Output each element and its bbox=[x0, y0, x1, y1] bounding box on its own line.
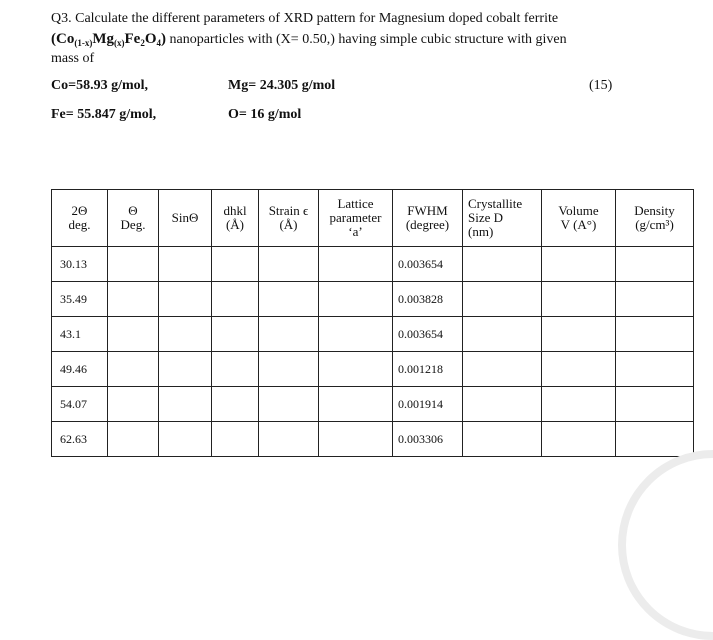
cell-fwhm: 0.003654 bbox=[393, 247, 463, 282]
table-cell-empty bbox=[542, 247, 616, 282]
cell-two-theta: 54.07 bbox=[52, 387, 108, 422]
table-cell-empty bbox=[212, 282, 259, 317]
table-cell-empty bbox=[108, 422, 159, 457]
table-cell-empty bbox=[319, 352, 393, 387]
table-cell-empty bbox=[616, 422, 694, 457]
table-cell-empty bbox=[159, 422, 212, 457]
formula-co: (Co bbox=[51, 31, 75, 47]
table-cell-empty bbox=[259, 282, 319, 317]
table-cell-empty bbox=[616, 352, 694, 387]
cell-two-theta: 30.13 bbox=[52, 247, 108, 282]
table-cell-empty bbox=[319, 247, 393, 282]
header-strain: Strain ϵ (Å) bbox=[259, 190, 319, 247]
table-cell-empty bbox=[159, 317, 212, 352]
header-theta: Θ Deg. bbox=[108, 190, 159, 247]
table-cell-empty bbox=[463, 282, 542, 317]
question-line-1: Q3. Calculate the different parameters of XRD pattern for Magnesium doped cobalt ferrite bbox=[51, 11, 559, 26]
header-density: Density (g/cm³) bbox=[616, 190, 694, 247]
decorative-arc bbox=[618, 450, 713, 640]
table-cell-empty bbox=[259, 247, 319, 282]
table-cell-empty bbox=[259, 387, 319, 422]
header-sin-theta: SinΘ bbox=[159, 190, 212, 247]
given-mg: Mg= 24.305 g/mol bbox=[228, 78, 336, 93]
formula-o-sub: 4 bbox=[156, 38, 161, 48]
table-cell-empty bbox=[463, 422, 542, 457]
table-cell-empty bbox=[212, 422, 259, 457]
cell-two-theta: 35.49 bbox=[52, 282, 108, 317]
table-cell-empty bbox=[542, 282, 616, 317]
formula bbox=[51, 31, 166, 47]
table-cell-empty bbox=[616, 282, 694, 317]
cell-two-theta: 49.46 bbox=[52, 352, 108, 387]
table-row bbox=[52, 282, 694, 317]
table-cell-empty bbox=[542, 352, 616, 387]
cell-fwhm: 0.003828 bbox=[393, 282, 463, 317]
header-fwhm: FWHM (degree) bbox=[393, 190, 463, 247]
table-cell-empty bbox=[159, 387, 212, 422]
header-lattice-parameter: Lattice parameter ‘a’ bbox=[319, 190, 393, 247]
formula-mg-sub: (x) bbox=[114, 38, 125, 48]
table-cell-empty bbox=[159, 247, 212, 282]
table-row bbox=[52, 247, 694, 282]
table-cell-empty bbox=[616, 387, 694, 422]
table-cell-empty bbox=[463, 387, 542, 422]
table-cell-empty bbox=[616, 247, 694, 282]
table-row bbox=[52, 352, 694, 387]
table-row bbox=[52, 317, 694, 352]
marks-label: (15) bbox=[589, 78, 613, 93]
formula-mg: Mg bbox=[92, 31, 114, 47]
question-line-3: mass of bbox=[51, 51, 95, 66]
table-cell-empty bbox=[542, 422, 616, 457]
table-cell-empty bbox=[108, 247, 159, 282]
header-volume: Volume V (A°) bbox=[542, 190, 616, 247]
table-cell-empty bbox=[212, 352, 259, 387]
table-row bbox=[52, 387, 694, 422]
table-cell-empty bbox=[212, 317, 259, 352]
table-cell-empty bbox=[108, 387, 159, 422]
xrd-table bbox=[51, 189, 694, 457]
table-cell-empty bbox=[319, 282, 393, 317]
table-cell-empty bbox=[108, 352, 159, 387]
table-cell-empty bbox=[319, 317, 393, 352]
cell-two-theta: 43.1 bbox=[52, 317, 108, 352]
header-dhkl: dhkl (Å) bbox=[212, 190, 259, 247]
table-cell-empty bbox=[542, 317, 616, 352]
table-cell-empty bbox=[108, 317, 159, 352]
cell-fwhm: 0.003654 bbox=[393, 317, 463, 352]
table-row bbox=[52, 422, 694, 457]
given-fe: Fe= 55.847 g/mol, bbox=[51, 107, 157, 122]
table-cell-empty bbox=[319, 387, 393, 422]
cell-fwhm: 0.001218 bbox=[393, 352, 463, 387]
table-cell-empty bbox=[542, 387, 616, 422]
table-cell-empty bbox=[259, 317, 319, 352]
header-crystallite-size: Crystallite Size D (nm) bbox=[463, 190, 542, 247]
table-cell-empty bbox=[259, 352, 319, 387]
table-cell-empty bbox=[616, 317, 694, 352]
given-o: O= 16 g/mol bbox=[228, 107, 302, 122]
cell-two-theta: 62.63 bbox=[52, 422, 108, 457]
table-cell-empty bbox=[463, 317, 542, 352]
cell-fwhm: 0.001914 bbox=[393, 387, 463, 422]
formula-fe: Fe bbox=[124, 31, 141, 47]
question-line-2 bbox=[51, 29, 567, 53]
table-cell-empty bbox=[159, 352, 212, 387]
table-cell-empty bbox=[463, 247, 542, 282]
formula-o: O bbox=[144, 31, 157, 47]
formula-fe-sub: 2 bbox=[140, 38, 145, 48]
table-cell-empty bbox=[259, 422, 319, 457]
table-cell-empty bbox=[319, 422, 393, 457]
header-two-theta: 2Θ deg. bbox=[52, 190, 108, 247]
table-cell-empty bbox=[212, 387, 259, 422]
question-line-2-rest: nanoparticles with (X= 0.50,) having simple cubic structure with given bbox=[166, 32, 567, 47]
formula-close: ) bbox=[161, 31, 166, 47]
table-cell-empty bbox=[108, 282, 159, 317]
table-cell-empty bbox=[212, 247, 259, 282]
cell-fwhm: 0.003306 bbox=[393, 422, 463, 457]
given-co: Co=58.93 g/mol, bbox=[51, 78, 149, 93]
table-cell-empty bbox=[463, 352, 542, 387]
formula-co-sub: (1-x) bbox=[74, 38, 93, 48]
header-row bbox=[52, 190, 694, 247]
table-cell-empty bbox=[159, 282, 212, 317]
